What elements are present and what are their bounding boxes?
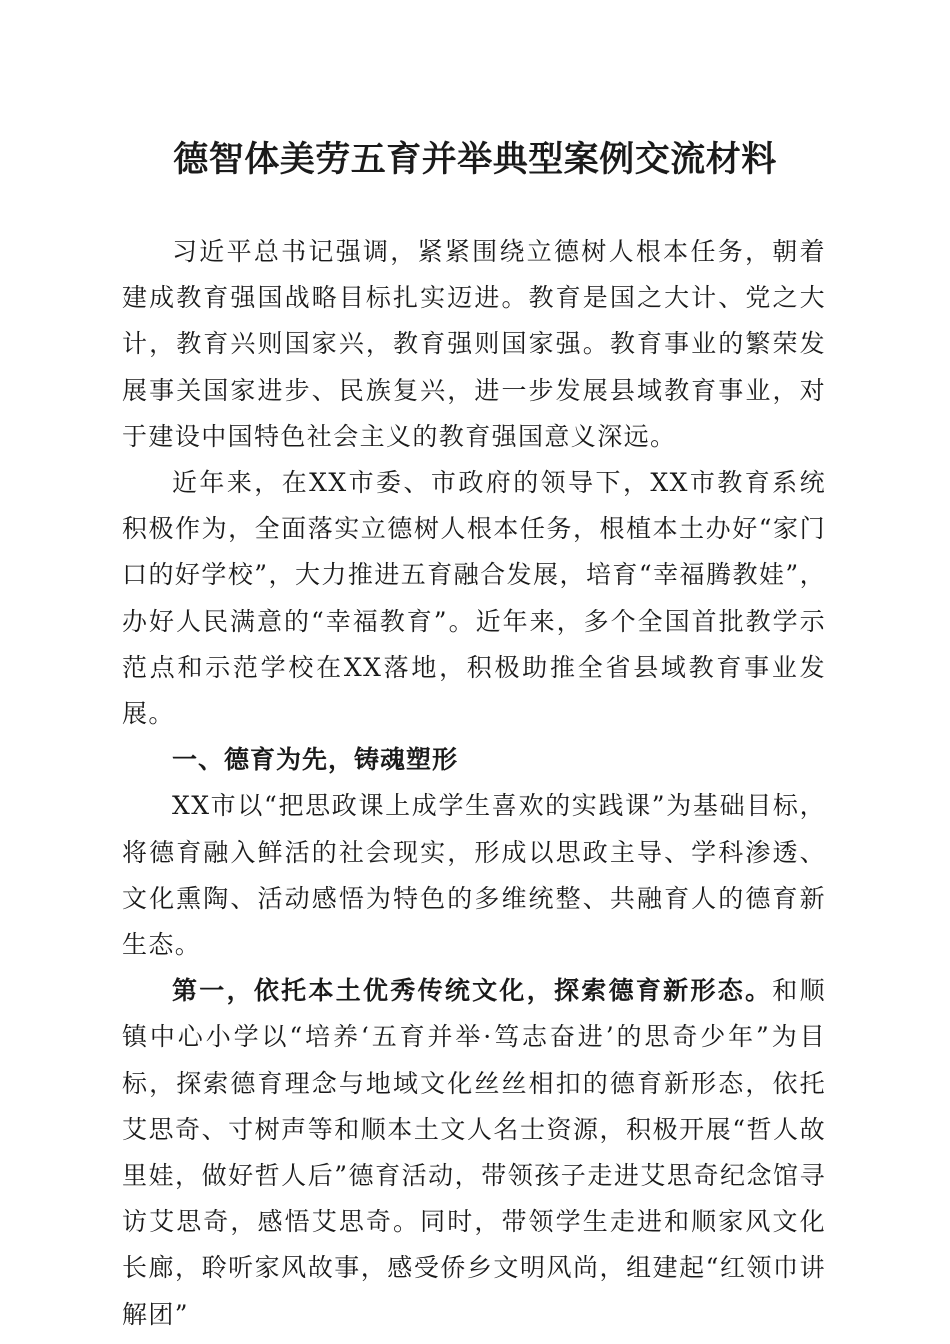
point-paragraph: [122, 968, 826, 1338]
point-lead: 第一，依托本土优秀传统文化，探索德育新形态。: [172, 976, 773, 1006]
body-paragraph: 习近平总书记强调，紧紧围绕立德树人根本任务，朝着建成教育强国战略目标扎实迈进。教育是国之大计、党之大计，教育兴则国家兴，教育强则国家强。教育事业的繁荣发展事关国家进步、民族复兴，进一步发展县域教育事业，对于建设中国特色社会主义的教育强国意义深远。: [122, 237, 826, 451]
section-paragraph: XX市以“把思政课上成学生喜欢的实践课”为基础目标，将德育融入鲜活的社会现实，形成以思政主导、学科渗透、文化熏陶、活动感悟为特色的多维统整、共融育人的德育新生态。: [122, 791, 826, 960]
body-paragraph: 近年来，在XX市委、市政府的领导下，XX市教育系统积极作为，全面落实立德树人根本任务，根植本土办好“家门口的好学校”，大力推进五育融合发展，培育“幸福腾教娃”，办好人民满意的“幸福教育”。近年来，多个全国首批教学示范点和示范学校在XX落地，积极助推全省县域教育事业发展。: [122, 468, 826, 729]
section-heading: 一、德育为先，铸魂塑形: [172, 745, 459, 775]
document-body: [122, 229, 826, 1338]
document-title: 德智体美劳五育并举典型案例交流材料: [173, 139, 777, 180]
point-text: 和顺镇中心小学以“培养‘五育并举·笃志奋进’的思奇少年”为目标，探索德育理念与地域文化丝丝相扣的德育新形态，依托艾思奇、寸树声等和顺本土文人名士资源，积极开展“哲人故里娃，做好哲人后”德育活动，带领孩子走进艾思奇纪念馆寻访艾思奇，感悟艾思奇。同时，带领学生走进和顺家风文化长廊，聆听家风故事，感受侨乡文明风尚，组建起“红领巾讲解团”: [122, 976, 826, 1329]
